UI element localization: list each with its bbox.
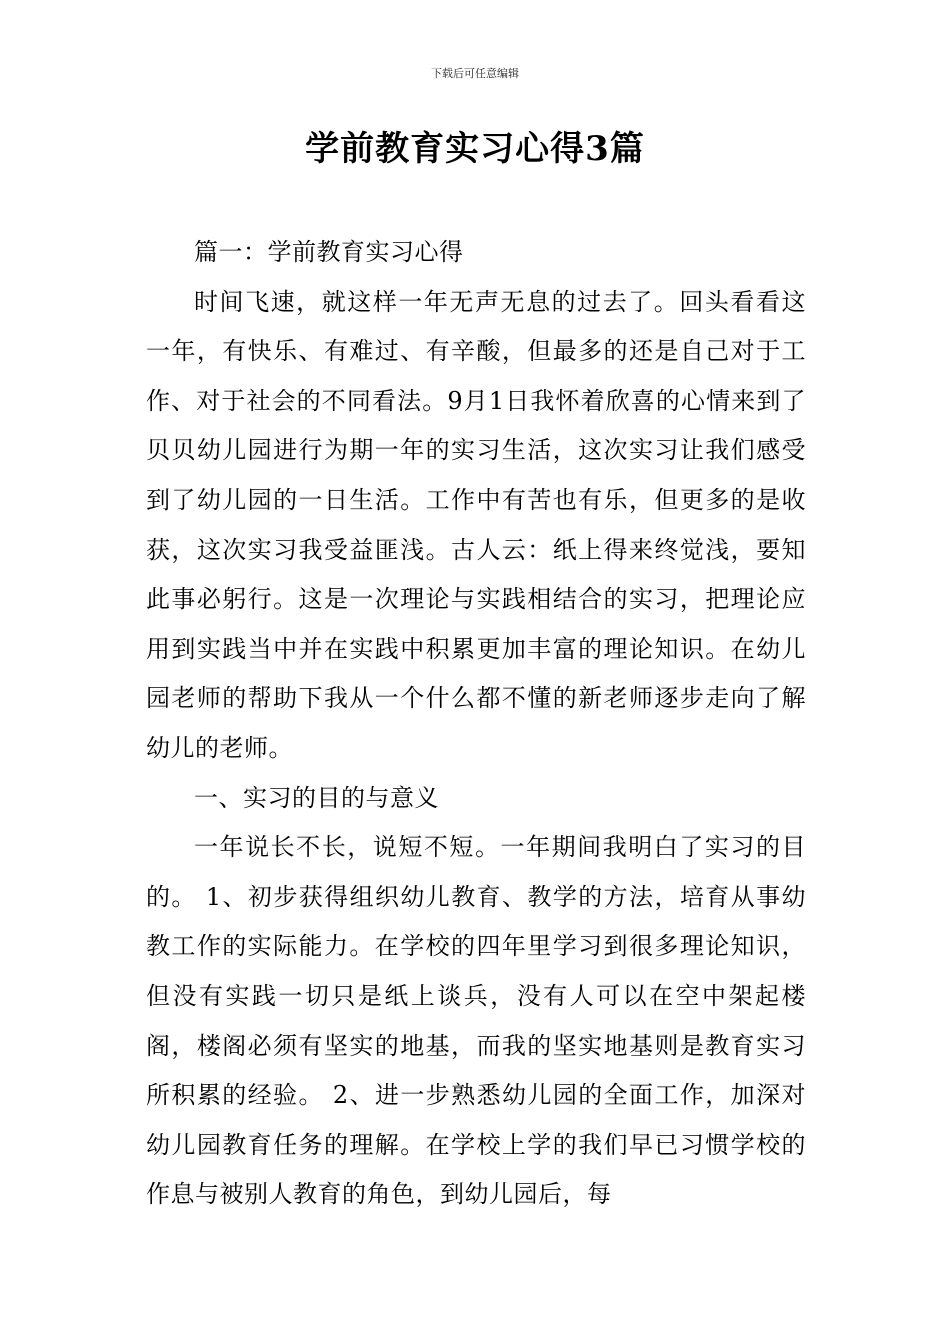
document-body (146, 228, 806, 1220)
paragraph-purpose: 一年说长不长，说短不短。一年期间我明白了实习的目的。 1、初步获得组织幼儿教育、教学的方法，培育从事幼教工作的实际能力。在学校的四年里学习到很多理论知识，但没有实践一切只是纸上谈兵，没有人可以在空中架起楼阁，楼阁必须有坚实的地基，而我的坚实地基则是教育实习所积累的经验。 2、进一步熟悉幼儿园的全面工作，加深对幼儿园教育任务的理解。在学校上学的我们早已习惯学校的作息与被别人教育的角色，到幼儿园后，每 (146, 833, 806, 1209)
paragraph-intro: 时间飞速，就这样一年无声无息的过去了。回头看看这一年，有快乐、有难过、有辛酸，但最多的还是自己对于工作、对于社会的不同看法。9月1日我怀着欣喜的心情来到了贝贝幼儿园进行为期一年的实习生活，这次实习让我们感受到了幼儿园的一日生活。工作中有苦也有乐，但更多的是收获，这次实习我受益匪浅。古人云：纸上得来终觉浅，要知此事必躬行。这是一次理论与实践相结合的实习，把理论应用到实践当中并在实践中积累更加丰富的理论知识。在幼儿园老师的帮助下我从一个什么都不懂的新老师逐步走向了解幼儿的老师。 (146, 287, 806, 762)
document-title: 学前教育实习心得3篇 (305, 129, 645, 169)
section-heading-part-one: 篇一：学前教育实习心得 (194, 238, 464, 266)
section-heading-purpose: 一、实习的目的与意义 (194, 783, 439, 812)
header-note: 下载后可任意编辑 (431, 67, 519, 80)
